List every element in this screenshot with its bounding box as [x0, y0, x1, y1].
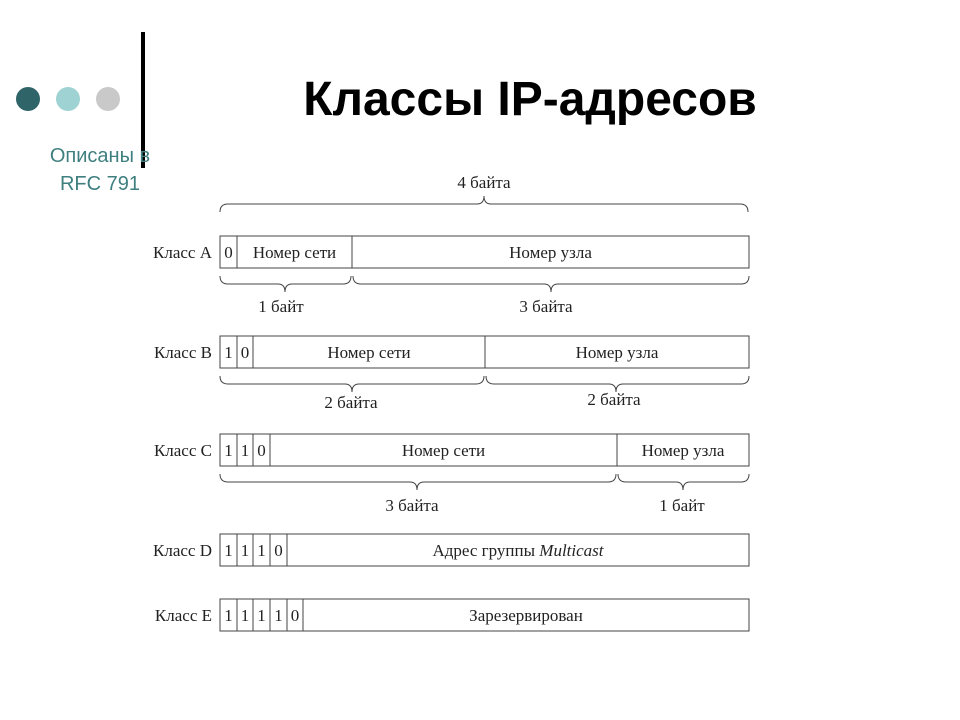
prefix-bit: 0 — [224, 243, 233, 262]
prefix-bit: 1 — [224, 541, 233, 560]
host-field-label: Номер узла — [641, 441, 725, 460]
prefix-bit: 0 — [290, 606, 300, 625]
network-field-label: Номер сети — [327, 343, 411, 362]
network-field-label: Номер сети — [252, 243, 337, 262]
prefix-bit: 0 — [240, 343, 250, 362]
byte-count-label: 3 байта — [519, 297, 573, 316]
prefix-bit: 1 — [274, 606, 283, 625]
brace — [618, 474, 749, 490]
prefix-bit: 1 — [224, 606, 233, 625]
subtitle-line-1: Описаны в — [49, 145, 151, 167]
brace — [353, 276, 749, 292]
prefix-bit: 0 — [257, 441, 266, 460]
byte-count-label: 1 байт — [258, 297, 304, 316]
subtitle-line-2: RFC 791 — [59, 173, 141, 195]
top-brace-label: 4 байта — [457, 173, 511, 192]
slide-title: Классы IP-адресов — [303, 73, 757, 126]
class-label: Класс А — [153, 243, 212, 262]
host-field-label: Номер узла — [509, 243, 592, 262]
prefix-bit: 1 — [224, 441, 233, 460]
prefix-bit: 0 — [274, 541, 283, 560]
brace — [220, 376, 484, 392]
class-label: Класс С — [153, 441, 212, 460]
prefix-bit: 1 — [240, 606, 250, 625]
byte-count-label: 3 байта — [385, 496, 439, 515]
prefix-bit: 1 — [240, 541, 250, 560]
prefix-bit: 1 — [257, 606, 266, 625]
host-field-label: Номер узла — [575, 343, 659, 362]
byte-count-label: 1 байт — [659, 496, 705, 515]
brace — [220, 276, 351, 292]
top-brace — [220, 196, 748, 212]
class-label: Класс В — [153, 343, 212, 362]
group-address-field-label — [432, 541, 604, 560]
class-label: Класс Е — [154, 606, 212, 625]
reserved-field-label: Зарезервирован — [469, 606, 583, 625]
network-field-label: Номер сети — [401, 441, 486, 460]
multicast-text: Multicast — [539, 541, 604, 560]
prefix-bit: 1 — [224, 343, 233, 362]
brace — [220, 474, 616, 490]
prefix-bit: 1 — [240, 441, 250, 460]
group-address-text: Адрес группы — [432, 541, 540, 560]
class-label: Класс D — [153, 541, 212, 560]
prefix-bit: 1 — [257, 541, 266, 560]
byte-count-label: 2 байта — [324, 393, 378, 412]
byte-count-label: 2 байта — [587, 390, 641, 409]
